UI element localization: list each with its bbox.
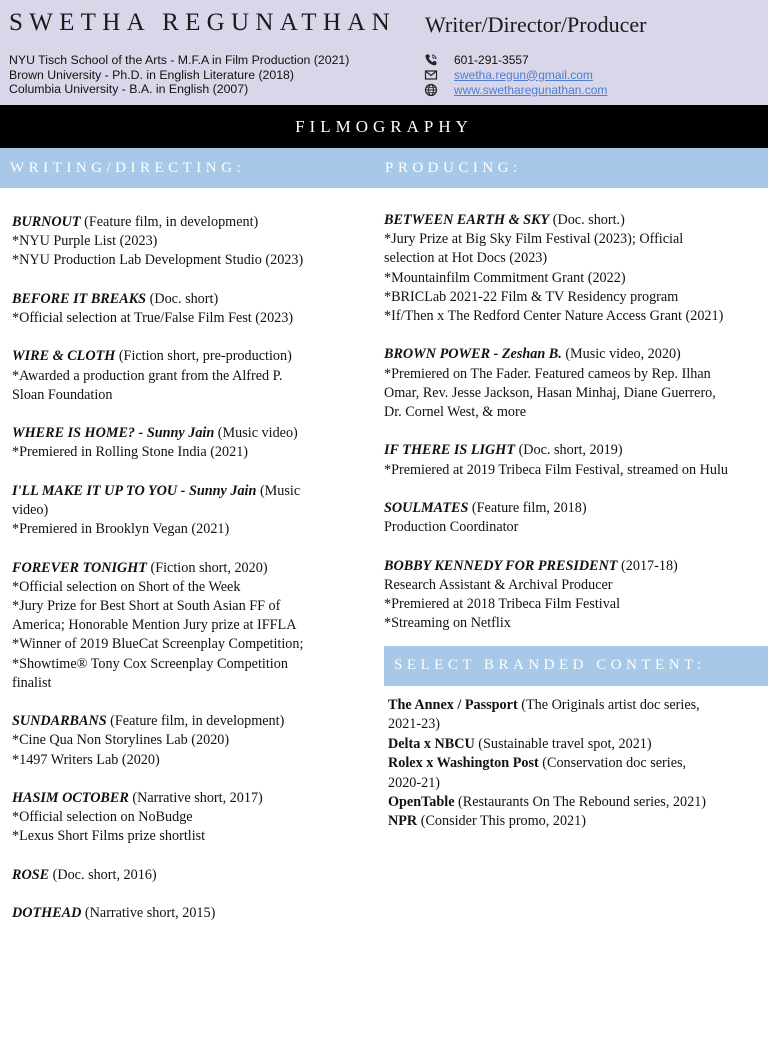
credit-title-line xyxy=(12,904,378,923)
credit-detail: (Doc. short.) xyxy=(549,212,625,228)
branded-client: OpenTable xyxy=(388,794,455,811)
branded-client: NPR xyxy=(388,813,418,830)
branded-line xyxy=(388,774,768,793)
credit-entry xyxy=(12,559,378,693)
credit-note: *Lexus Short Films prize shortlist xyxy=(12,828,206,845)
credit-entry xyxy=(384,345,768,422)
credit-note: *Premiered in Brooklyn Vegan (2021) xyxy=(12,521,230,538)
credit-title: HASIM OCTOBER xyxy=(12,789,129,806)
credit-note: *If/Then x The Redford Center Nature Access Grant (2021) xyxy=(384,308,724,325)
globe-icon xyxy=(424,83,438,97)
credit-title-line xyxy=(12,347,378,366)
phone-number: 601-291-3557 xyxy=(454,52,529,67)
producing-list xyxy=(384,211,768,653)
branded-detail: 2021-23) xyxy=(388,716,441,733)
branded-line xyxy=(388,696,768,715)
credit-note: video) xyxy=(12,501,49,518)
name-title: SWETHA REGUNATHAN xyxy=(9,9,396,36)
credit-title-line xyxy=(384,499,768,518)
branded-heading-bar xyxy=(384,646,768,686)
credit-detail: (Fiction short, 2020) xyxy=(146,559,268,576)
branded-client: The Annex / Passport xyxy=(388,697,518,713)
credit-detail: (Feature film, in development) xyxy=(80,214,259,230)
credit-title-line xyxy=(384,345,768,364)
credit-detail: (Feature film, in development) xyxy=(106,713,285,730)
credit-title: SUNDARBANS xyxy=(12,713,107,730)
branded-list xyxy=(388,696,768,832)
credit-note: *Jury Prize at Big Sky Film Festival (2023); Official xyxy=(384,231,684,248)
credit-note: *NYU Production Lab Development Studio (2023) xyxy=(12,252,304,269)
credit-title-line xyxy=(12,559,378,578)
education-item: Brown University - Ph.D. in English Literature (2018) xyxy=(9,67,294,82)
credit-entry xyxy=(12,213,378,271)
credit-title-line xyxy=(12,290,378,309)
credit-title: BOBBY KENNEDY FOR PRESIDENT xyxy=(384,557,618,574)
credit-entry xyxy=(384,557,768,634)
credit-title: WHERE IS HOME? - Sunny Jain xyxy=(12,425,215,442)
credit-detail: (Fiction short, pre-production) xyxy=(115,348,292,365)
branded-client: Rolex x Washington Post xyxy=(388,755,539,772)
credit-title-line xyxy=(12,866,378,885)
credit-title-line xyxy=(12,424,378,443)
branded-line xyxy=(388,793,768,812)
credit-title: BURNOUT xyxy=(12,214,81,230)
credit-detail: (2017-18) xyxy=(617,557,678,574)
producing-heading: PRODUCING: xyxy=(385,160,522,176)
branded-client: Delta x NBCU xyxy=(388,735,475,752)
credit-note: Sloan Foundation xyxy=(12,386,113,403)
credit-note: *Mountainfilm Commitment Grant (2022) xyxy=(384,269,626,286)
credit-note: *Official selection on Short of the Week xyxy=(12,578,241,595)
credit-note: America; Honorable Mention Jury prize at IFFLA xyxy=(12,617,297,634)
credit-title: BEFORE IT BREAKS xyxy=(12,290,147,307)
credit-title: IF THERE IS LIGHT xyxy=(384,442,516,459)
credit-note: Production Coordinator xyxy=(384,519,519,536)
credit-note: *Official selection at True/False Film Fest (2023) xyxy=(12,310,294,326)
credit-title-line xyxy=(384,441,768,460)
credit-title: FOREVER TONIGHT xyxy=(12,559,147,576)
branded-detail: (Conservation doc series, xyxy=(538,755,687,772)
filmography-heading: FILMOGRAPHY xyxy=(295,117,473,136)
writing-heading-bar xyxy=(0,148,384,188)
credit-entry xyxy=(384,441,768,479)
credit-detail: (Feature film, 2018) xyxy=(468,500,587,516)
credit-note: *Showtime® Tony Cox Screenplay Competition xyxy=(12,655,288,672)
credit-entry xyxy=(12,424,378,462)
credit-title-line xyxy=(384,557,768,576)
branded-detail: (Sustainable travel spot, 2021) xyxy=(474,735,652,752)
credit-note: *Winner of 2019 BlueCat Screenplay Competition; xyxy=(12,636,304,653)
credit-title-line xyxy=(384,211,768,230)
credit-detail: (Doc. short) xyxy=(146,290,219,307)
contact-block xyxy=(424,52,607,97)
credit-title: BETWEEN EARTH & SKY xyxy=(384,212,550,228)
credit-entry xyxy=(12,290,378,328)
credit-title-line xyxy=(12,712,378,731)
credit-title-line xyxy=(12,482,378,501)
credit-note: *Premiered at 2018 Tribeca Film Festival xyxy=(384,596,621,612)
education-item: Columbia University - B.A. in English (2007) xyxy=(9,82,249,96)
credit-note: *NYU Purple List (2023) xyxy=(12,233,158,250)
credit-note: *Jury Prize for Best Short at South Asian FF of xyxy=(12,597,281,614)
credit-detail: (Narrative short, 2017) xyxy=(128,789,263,806)
credit-note: selection at Hot Docs (2023) xyxy=(384,250,548,267)
credit-entry xyxy=(384,211,768,326)
credit-note: *Premiered in Rolling Stone India (2021) xyxy=(12,444,249,461)
credit-note: *Official selection on NoBudge xyxy=(12,809,193,826)
credit-detail: (Doc. short, 2019) xyxy=(515,442,623,459)
mail-icon xyxy=(424,68,438,82)
credit-note: *Cine Qua Non Storylines Lab (2020) xyxy=(12,732,230,749)
credit-title: BROWN POWER - Zeshan B. xyxy=(384,346,562,363)
branded-detail: (Consider This promo, 2021) xyxy=(417,813,586,830)
credit-note: *BRICLab 2021-22 Film & TV Residency program xyxy=(384,288,679,305)
credit-entry xyxy=(384,499,768,537)
education-item: NYU Tisch School of the Arts - M.F.A in Film Production (2021) xyxy=(9,53,350,67)
branded-line xyxy=(388,715,768,734)
credit-note: *Premiered at 2019 Tribeca Film Festival, streamed on Hulu xyxy=(384,461,728,478)
branded-line xyxy=(388,754,768,773)
credit-note: Dr. Cornel West, & more xyxy=(384,404,527,421)
website-link[interactable]: www.swetharegunathan.com xyxy=(454,82,608,97)
credit-title: DOTHEAD xyxy=(12,905,82,922)
credit-entry xyxy=(12,866,378,885)
branded-line xyxy=(388,735,768,754)
credit-title: WIRE & CLOTH xyxy=(12,348,116,365)
credit-title-line xyxy=(12,213,378,232)
credit-note: Omar, Rev. Jesse Jackson, Hasan Minhaj, Diane Guerrero, xyxy=(384,384,716,401)
email-link[interactable]: swetha.regun@gmail.com xyxy=(454,67,593,82)
filmography-bar xyxy=(0,105,768,148)
credit-entry xyxy=(12,904,378,923)
role-title: Writer/Director/Producer xyxy=(425,12,647,37)
credit-detail: (Doc. short, 2016) xyxy=(49,866,157,883)
branded-heading: SELECT BRANDED CONTENT: xyxy=(394,657,706,673)
credit-detail: (Music xyxy=(256,482,301,499)
credit-note: finalist xyxy=(12,674,52,691)
header xyxy=(0,0,768,105)
credit-title: ROSE xyxy=(12,866,50,883)
credit-note: *Premiered on The Fader. Featured cameos by Rep. Ilhan xyxy=(384,365,711,382)
credit-entry xyxy=(12,712,378,770)
branded-detail: (The Originals artist doc series, xyxy=(517,697,700,713)
credit-title: I'LL MAKE IT UP TO YOU - Sunny Jain xyxy=(12,482,257,499)
credit-entry xyxy=(12,347,378,405)
writing-list xyxy=(12,213,378,943)
credit-title-line xyxy=(12,789,378,808)
credit-entry xyxy=(12,789,378,847)
credit-note: Research Assistant & Archival Producer xyxy=(384,576,613,593)
producing-heading-bar xyxy=(384,148,768,188)
credit-note: *1497 Writers Lab (2020) xyxy=(12,751,160,768)
credit-detail: (Narrative short, 2015) xyxy=(81,905,216,922)
branded-detail: 2020-21) xyxy=(388,774,441,791)
writing-heading: WRITING/DIRECTING: xyxy=(10,160,246,176)
branded-detail: (Restaurants On The Rebound series, 2021) xyxy=(454,794,707,811)
education-list xyxy=(9,53,349,97)
credit-note: *Awarded a production grant from the Alfred P. xyxy=(12,367,283,384)
credit-entry xyxy=(12,482,378,540)
credit-title: SOULMATES xyxy=(384,500,469,516)
branded-line xyxy=(388,812,768,831)
credit-detail: (Music video, 2020) xyxy=(561,346,681,363)
phone-icon xyxy=(424,53,438,67)
credit-note: *Streaming on Netflix xyxy=(384,615,511,632)
credit-detail: (Music video) xyxy=(214,425,298,442)
